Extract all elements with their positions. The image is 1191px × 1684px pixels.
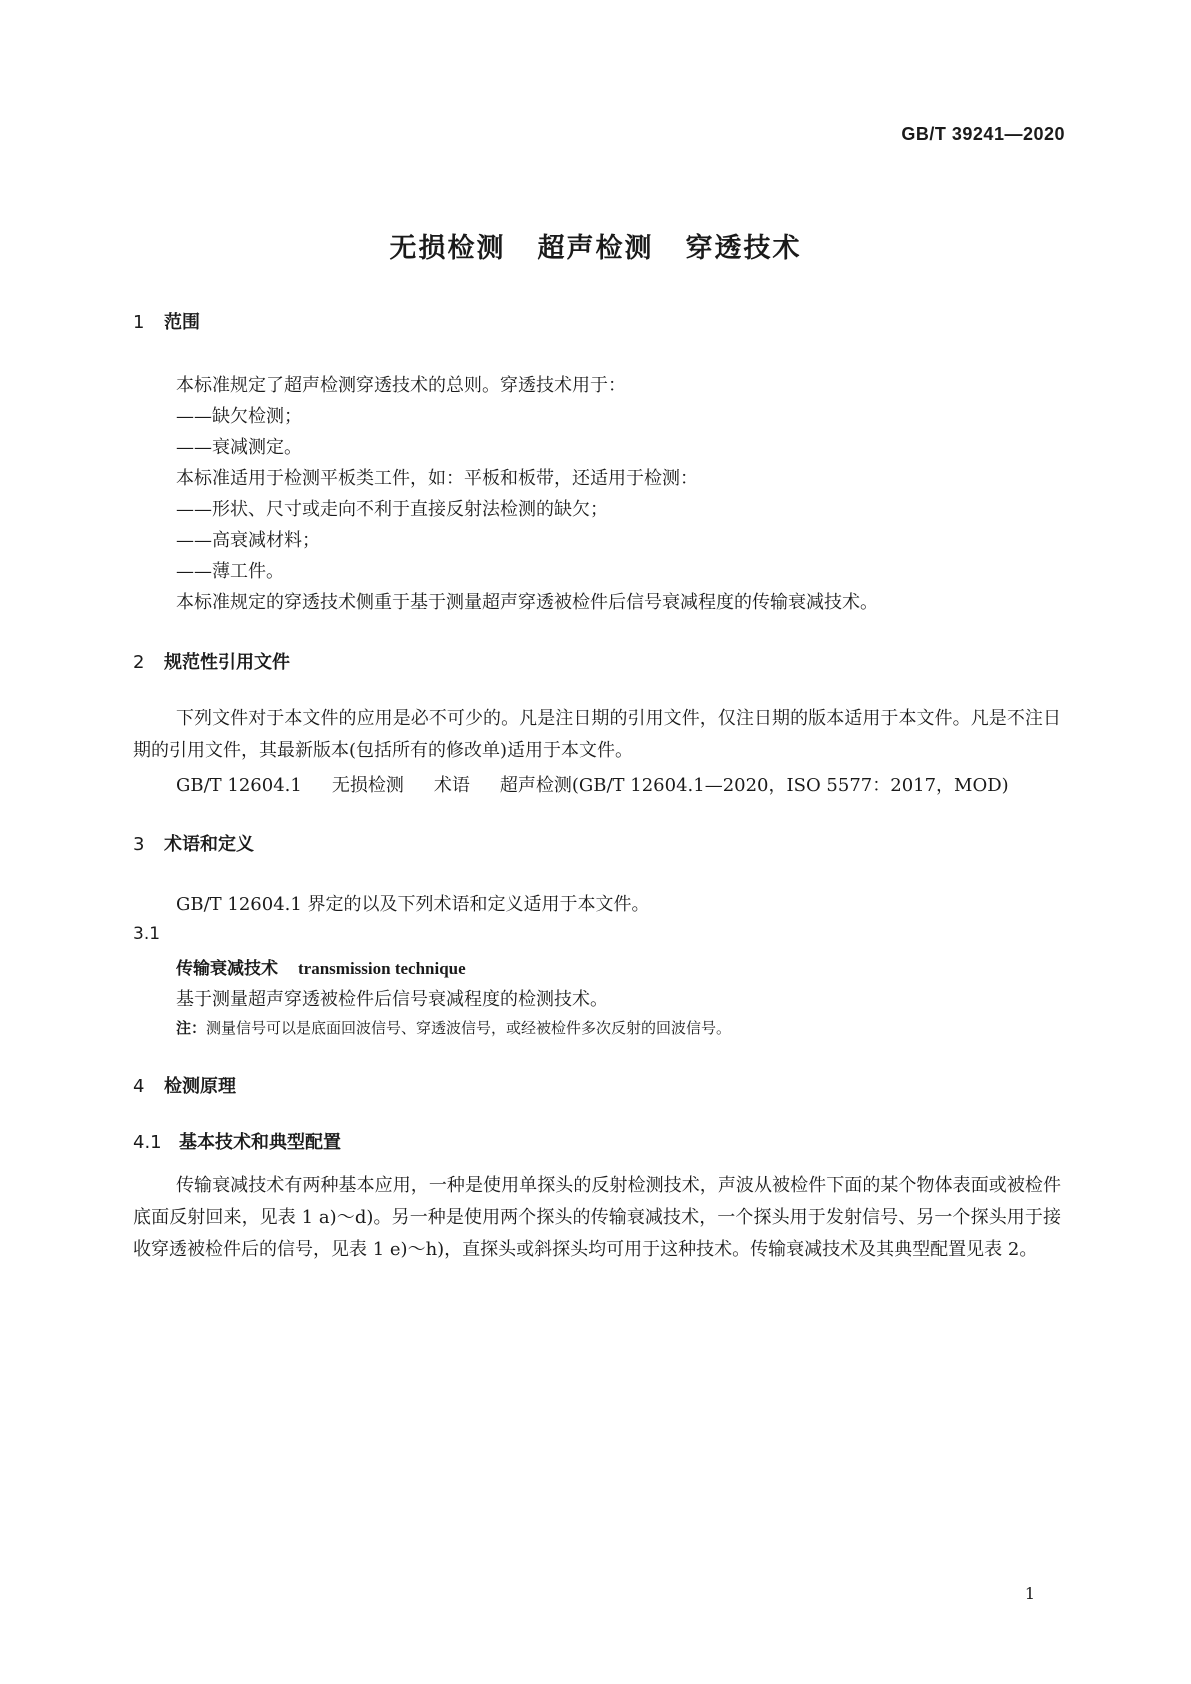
scope-line-7: ——薄工件。 <box>176 561 284 582</box>
scope-line-6: ——高衰减材料； <box>176 530 320 551</box>
reference-code: GB/T 12604.1 <box>176 775 302 796</box>
reference-title-2: 术语 <box>433 775 470 796</box>
section-4-number: 4 <box>133 1076 145 1097</box>
term-note <box>176 1017 731 1038</box>
document-title <box>0 226 1191 265</box>
scope-line-4: 本标准适用于检测平板类工件，如：平板和板带，还适用于检测： <box>176 468 698 489</box>
section-3-title: 术语和定义 <box>164 834 254 855</box>
scope-line-8: 本标准规定的穿透技术侧重于基于测量超声穿透被检件后信号衰减程度的传输衰减技术。 <box>176 592 878 613</box>
section-4-title: 检测原理 <box>164 1076 236 1097</box>
terms-intro: GB/T 12604.1 界定的以及下列术语和定义适用于本文件。 <box>176 894 650 915</box>
reference-title-3: 超声检测(GB/T 12604.1—2020，ISO 5577：2017，MOD) <box>499 775 1009 796</box>
section-2-number: 2 <box>133 652 145 673</box>
reference-entry <box>176 771 1009 797</box>
title-part-3: 穿透技术 <box>685 233 802 264</box>
section-1-title: 范围 <box>164 312 200 333</box>
term-chinese: 传输衰减技术 <box>176 959 278 979</box>
reference-title-1: 无损检测 <box>331 775 404 796</box>
scope-line-1: 本标准规定了超声检测穿透技术的总则。穿透技术用于： <box>176 375 626 396</box>
title-part-2: 超声检测 <box>537 233 654 264</box>
title-part-1: 无损检测 <box>389 233 506 264</box>
section-2-heading <box>133 648 290 674</box>
term-definition: 基于测量超声穿透被检件后信号衰减程度的检测技术。 <box>176 989 608 1010</box>
standard-number: GB/T 39241—2020 <box>901 124 1065 144</box>
section-3-number: 3 <box>133 834 145 855</box>
section-1-number: 1 <box>133 312 145 333</box>
section-4-1-title: 基本技术和典型配置 <box>179 1132 341 1153</box>
scope-line-5: ——形状、尺寸或走向不利于直接反射法检测的缺欠； <box>176 499 608 520</box>
note-text: 测量信号可以是底面回波信号、穿透波信号，或经被检件多次反射的回波信号。 <box>206 1019 732 1037</box>
term-english: transmission technique <box>298 959 466 978</box>
clause-3-1-number: 3.1 <box>133 924 161 944</box>
section-3-heading <box>133 830 254 856</box>
section-2-title: 规范性引用文件 <box>164 652 290 673</box>
principle-paragraph: 传输衰减技术有两种基本应用，一种是使用单探头的反射检测技术，声波从被检件下面的某个物体表面或被检件底面反射回来，见表 1 a)～d)。另一种是使用两个探头的传输衰减技术，一个探头用于发射信号、另一个探头用于接收穿透被检件后的信号，见表 1 e)～h)，直探头或斜探头均可用于这种技术。传输衰减技术及其典型配置见表 2。 <box>133 1175 1061 1260</box>
scope-line-2: ——缺欠检测； <box>176 406 302 427</box>
section-4-heading <box>133 1072 236 1098</box>
section-4-1-heading <box>133 1128 341 1154</box>
term-entry <box>176 954 466 979</box>
scope-line-3: ——衰减测定。 <box>176 437 302 458</box>
section-1-heading <box>133 308 200 334</box>
note-label: 注： <box>176 1019 207 1037</box>
section-4-1-number: 4.1 <box>133 1132 162 1153</box>
page-number: 1 <box>1024 1584 1035 1603</box>
normative-references-paragraph: 下列文件对于本文件的应用是必不可少的。凡是注日期的引用文件，仅注日期的版本适用于本文件。凡是不注日期的引用文件，其最新版本(包括所有的修改单)适用于本文件。 <box>133 708 1061 761</box>
